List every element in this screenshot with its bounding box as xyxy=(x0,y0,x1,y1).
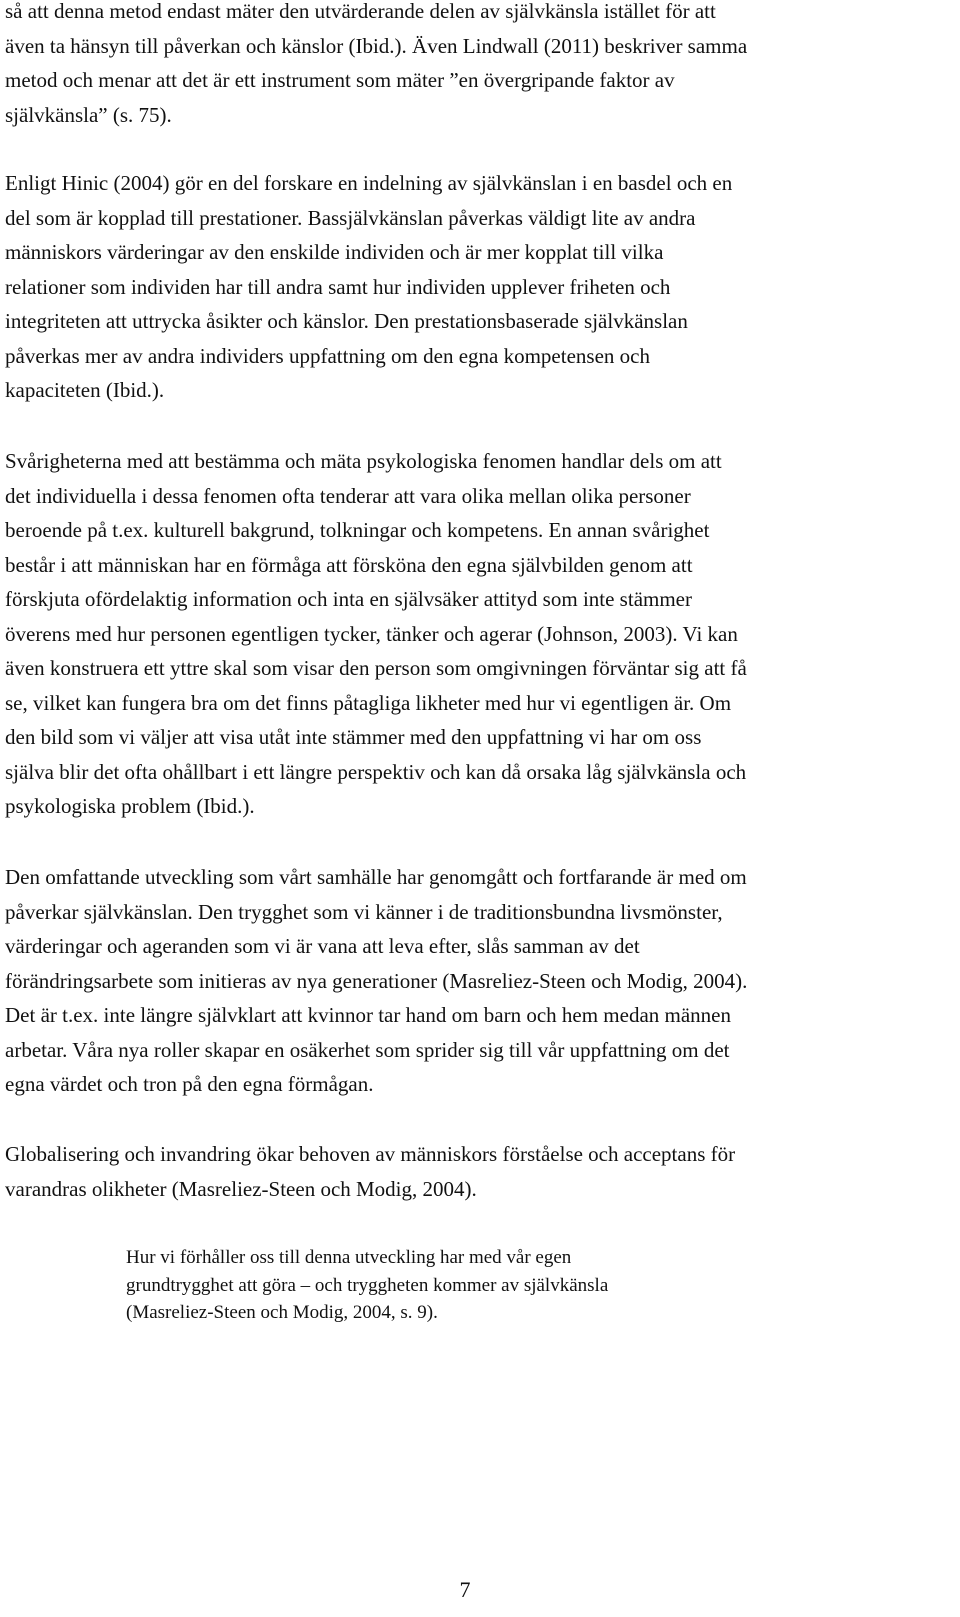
paragraph-line: påverkar självkänslan. Den trygghet som vi känner i de traditionsbundna livsmönster, xyxy=(5,899,723,924)
paragraph-line: värderingar och ageranden som vi är vana att leva efter, slås samman av det xyxy=(5,934,640,958)
paragraph-line: varandras olikheter (Masreliez-Steen och Modig, 2004). xyxy=(5,1176,477,1201)
paragraph-line: även ta hänsyn till påverkan och känslor (Ibid.). Även Lindwall (2011) beskriver samma xyxy=(5,33,748,58)
paragraph-line: relationer som individen har till andra samt hur individen upplever friheten och xyxy=(5,274,671,299)
paragraph-line: arbetar. Våra nya roller skapar en osäkerhet som sprider sig till vår uppfattning om det xyxy=(5,1037,730,1062)
paragraph-line: själva blir det ofta ohållbart i ett längre perspektiv och kan då orsaka låg självkänsla och xyxy=(5,759,747,784)
block-quote-line: Hur vi förhåller oss till denna utveckling har med vår egen xyxy=(126,1247,572,1268)
paragraph-line: det individuella i dessa fenomen ofta tenderar att vara olika mellan olika personer xyxy=(5,483,691,508)
paragraph-line: den bild som vi väljer att visa utåt inte stämmer med den uppfattning vi har om oss xyxy=(5,725,702,749)
paragraph-line: egna värdet och tron på den egna förmågan. xyxy=(5,1072,374,1096)
paragraph-line: Svårigheterna med att bestämma och mäta psykologiska fenomen handlar dels om att xyxy=(5,449,722,473)
block-quote-line: (Masreliez-Steen och Modig, 2004, s. 9). xyxy=(126,1302,438,1323)
paragraph-line: Det är t.ex. inte längre självklart att kvinnor tar hand om barn och hem medan männen xyxy=(5,1003,732,1027)
paragraph-line: förändringsarbete som initieras av nya generationer (Masreliez-Steen och Modig, 2004). xyxy=(5,968,748,993)
paragraph-line: Den omfattande utveckling som vårt samhälle har genomgått och fortfarande är med om xyxy=(5,865,747,889)
paragraph-line: metod och menar att det är ett instrument som mäter ”en övergripande faktor av xyxy=(5,68,675,92)
paragraph-line: kapaciteten (Ibid.). xyxy=(5,378,165,402)
block-quote-line: grundtrygghet att göra – och tryggheten kommer av självkänsla xyxy=(126,1274,609,1296)
paragraph-2 xyxy=(5,166,935,408)
page-number: 7 xyxy=(459,1577,471,1602)
paragraph-line: påverkas mer av andra individers uppfattning om den egna kompetensen och xyxy=(5,343,650,368)
block-quote xyxy=(126,1244,766,1327)
paragraph-1 xyxy=(5,0,935,132)
paragraph-line: förskjuta ofördelaktig information och inta en självsäker attityd som inte stämmer xyxy=(5,587,692,611)
paragraph-3 xyxy=(5,444,935,824)
paragraph-4 xyxy=(5,860,935,1102)
paragraph-line: Enligt Hinic (2004) gör en del forskare en indelning av självkänslan i en basdel och en xyxy=(5,171,733,195)
paragraph-line: består i att människan har en förmåga att försköna den egna självbilden genom att xyxy=(5,552,693,577)
paragraph-line: se, vilket kan fungera bra om det finns påtagliga likheter med hur vi egentligen är. Om xyxy=(5,690,732,715)
paragraph-line: människors värderingar av den enskilde individen och är mer kopplat till vilka xyxy=(5,240,664,264)
paragraph-line: överens med hur personen egentligen tycker, tänker och agerar (Johnson, 2003). Vi kan xyxy=(5,621,738,646)
paragraph-5 xyxy=(5,1137,935,1206)
paragraph-line: Globalisering och invandring ökar behoven av människors förståelse och acceptans för xyxy=(5,1142,736,1166)
paragraph-line: integriteten att uttrycka åsikter och känslor. Den prestationsbaserade självkänslan xyxy=(5,309,688,333)
paragraph-line: självkänsla” (s. 75). xyxy=(5,102,172,127)
paragraph-line: så att denna metod endast mäter den utvärderande delen av självkänsla istället för att xyxy=(5,0,716,23)
paragraph-line: psykologiska problem (Ibid.). xyxy=(5,794,255,818)
paragraph-line: beroende på t.ex. kulturell bakgrund, tolkningar och kompetens. En annan svårighet xyxy=(5,518,710,542)
paragraph-line: även konstruera ett yttre skal som visar den person som omgivningen förväntar sig att få xyxy=(5,656,747,680)
paragraph-line: del som är kopplad till prestationer. Bassjälvkänslan påverkas väldigt lite av andra xyxy=(5,205,696,230)
